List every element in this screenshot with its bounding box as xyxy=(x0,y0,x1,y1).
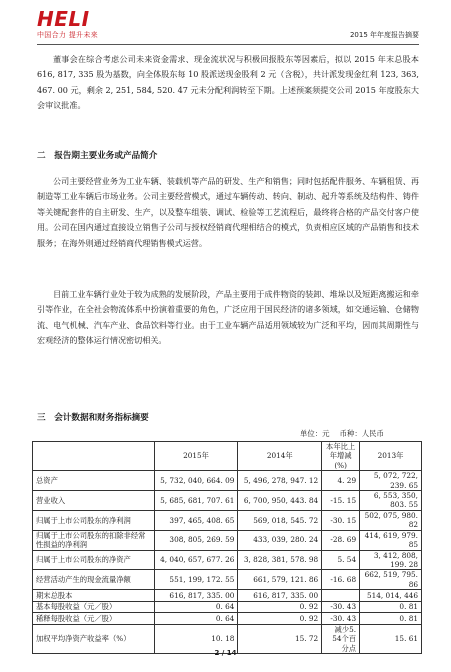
header-divider xyxy=(37,44,419,45)
value-cell: 414, 619, 979. 85 xyxy=(360,530,422,550)
value-cell: 0. 92 xyxy=(238,613,322,625)
table-row xyxy=(33,590,422,602)
value-cell: -30. 43 xyxy=(322,613,360,625)
value-cell: 0. 81 xyxy=(360,601,422,613)
table-header-cell xyxy=(33,442,155,471)
page-header xyxy=(37,8,419,42)
row-label-cell: 归属于上市公司股东的净利润 xyxy=(33,510,155,530)
table-header-cell: 2014年 xyxy=(238,442,322,471)
dividend-paragraph: 董事会在综合考虑公司未来资金需求、现金流状况与积极回报股东等因素后，拟以 2015 年末总股本 616, 817, 335 股为基数，向全体股东每 10 股派送现金股利 2 元（含税），共计派发现金红利 123, 363, 467. 00 元，剩余 2, 251, 584, 520. 47 元未分配利润转至下期。上述预案须提交公司 2015 年度股东大会审议批准。 xyxy=(37,54,419,111)
value-cell: 3, 412, 808, 199. 28 xyxy=(360,550,422,570)
table-row xyxy=(33,491,422,511)
value-cell: 减少5. 54个百分点 xyxy=(322,624,360,653)
value-cell: 397, 465, 408. 65 xyxy=(154,510,238,530)
value-cell: 5, 685, 681, 707. 61 xyxy=(154,491,238,511)
value-cell xyxy=(322,590,360,602)
row-label-cell: 归属于上市公司股东的扣除非经常性损益的净利润 xyxy=(33,530,155,550)
value-cell: 514, 014, 446 xyxy=(360,590,422,602)
value-cell: 6, 553, 350, 803. 55 xyxy=(360,491,422,511)
unit-currency-line xyxy=(300,429,420,439)
financial-summary-table xyxy=(32,441,422,654)
value-cell: 551, 199, 172. 55 xyxy=(154,570,238,590)
value-cell: 5. 54 xyxy=(322,550,360,570)
value-cell: 10. 18 xyxy=(154,624,238,653)
row-label-cell: 基本每股收益（元／股） xyxy=(33,601,155,613)
value-cell: -28. 69 xyxy=(322,530,360,550)
value-cell: 3, 828, 381, 578. 98 xyxy=(238,550,322,570)
value-cell: 0. 64 xyxy=(154,613,238,625)
table-row xyxy=(33,601,422,613)
value-cell: -30. 43 xyxy=(322,601,360,613)
value-cell: 502, 075, 980. 82 xyxy=(360,510,422,530)
table-header-cell: 2015年 xyxy=(154,442,238,471)
value-cell: 0. 81 xyxy=(360,613,422,625)
value-cell: 616, 817, 335. 00 xyxy=(238,590,322,602)
table-header-cell: 本年比上年增减(%) xyxy=(322,442,360,471)
value-cell: 5, 496, 278, 947. 12 xyxy=(238,471,322,491)
table-row xyxy=(33,471,422,491)
value-cell: 4. 29 xyxy=(322,471,360,491)
value-cell: -15. 15 xyxy=(322,491,360,511)
row-label-cell: 总资产 xyxy=(33,471,155,491)
section-heading-business: 二 报告期主要业务或产品简介 xyxy=(37,151,158,161)
table-row xyxy=(33,550,422,570)
row-label-cell: 营业收入 xyxy=(33,491,155,511)
value-cell: 4, 040, 657, 677. 26 xyxy=(154,550,238,570)
value-cell: 6, 700, 950, 443. 84 xyxy=(238,491,322,511)
value-cell: -16. 68 xyxy=(322,570,360,590)
table-body xyxy=(33,471,422,654)
value-cell: 616, 817, 335. 00 xyxy=(154,590,238,602)
business-paragraph: 公司主要经营业务为工业车辆、装载机等产品的研发、生产和销售；同时包括配件服务、车辆租赁、再制造等工业车辆后市场业务。公司主要经营模式，通过车辆传动、转向、制动、起升等系统及结构件、铸件等关键配套件的自主研发、生产，以及整车组装、调试、检验等工艺流程后，最终将合格的产品交付客户使用。公司在国内通过直接设立销售子公司与授权经销商代理相结合的模式，负责相应区域的产品销售和技术服务；在海外则通过经销商代理销售模式运营。 xyxy=(37,176,419,248)
value-cell: 15. 72 xyxy=(238,624,322,653)
logo-tagline: 中国合力 提升未来 xyxy=(37,31,98,39)
table-header-row xyxy=(33,442,422,471)
value-cell: 5, 732, 040, 664. 09 xyxy=(154,471,238,491)
value-cell: 661, 579, 121. 86 xyxy=(238,570,322,590)
value-cell: 0. 64 xyxy=(154,601,238,613)
heli-logo: HELI xyxy=(37,7,90,31)
value-cell: 308, 805, 269. 59 xyxy=(154,530,238,550)
industry-paragraph: 目前工业车辆行业处于较为成熟的发展阶段，产品主要用于成件物资的装卸、堆垛以及短距离搬运和牵引等作业，在全社会物流体系中扮演着重要的角色，广泛应用于国民经济的诸多领域，如交通运输、仓储物流、电气机械、汽车产业、食品饮料等行业。由于工业车辆产品适用领域较为广泛和平均，因而其周期性与宏观经济的整体运行情况密切相关。 xyxy=(37,289,419,346)
section-heading-financials: 三 会计数据和财务指标摘要 xyxy=(37,413,149,423)
value-cell: 662, 519, 795. 86 xyxy=(360,570,422,590)
row-label-cell: 期末总股本 xyxy=(33,590,155,602)
value-cell: 569, 018, 545. 72 xyxy=(238,510,322,530)
table-row xyxy=(33,570,422,590)
row-label-cell: 经营活动产生的现金流量净额 xyxy=(33,570,155,590)
table-row xyxy=(33,613,422,625)
row-label-cell: 加权平均净资产收益率（%） xyxy=(33,624,155,653)
currency-label: 币种：人民币 xyxy=(339,429,384,438)
value-cell: -30. 15 xyxy=(322,510,360,530)
page-number: 2 / 14 xyxy=(214,649,237,657)
value-cell: 0. 92 xyxy=(238,601,322,613)
table-row xyxy=(33,510,422,530)
value-cell: 5, 072, 722, 239. 65 xyxy=(360,471,422,491)
row-label-cell: 稀释每股收益（元／股） xyxy=(33,613,155,625)
value-cell: 15. 61 xyxy=(360,624,422,653)
table-row xyxy=(33,530,422,550)
table-header-cell: 2013年 xyxy=(360,442,422,471)
unit-label: 单位：元 xyxy=(300,429,330,438)
value-cell: 433, 039, 280. 24 xyxy=(238,530,322,550)
row-label-cell: 归属于上市公司股东的净资产 xyxy=(33,550,155,570)
document-title: 2015 年年度报告摘要 xyxy=(349,31,419,39)
